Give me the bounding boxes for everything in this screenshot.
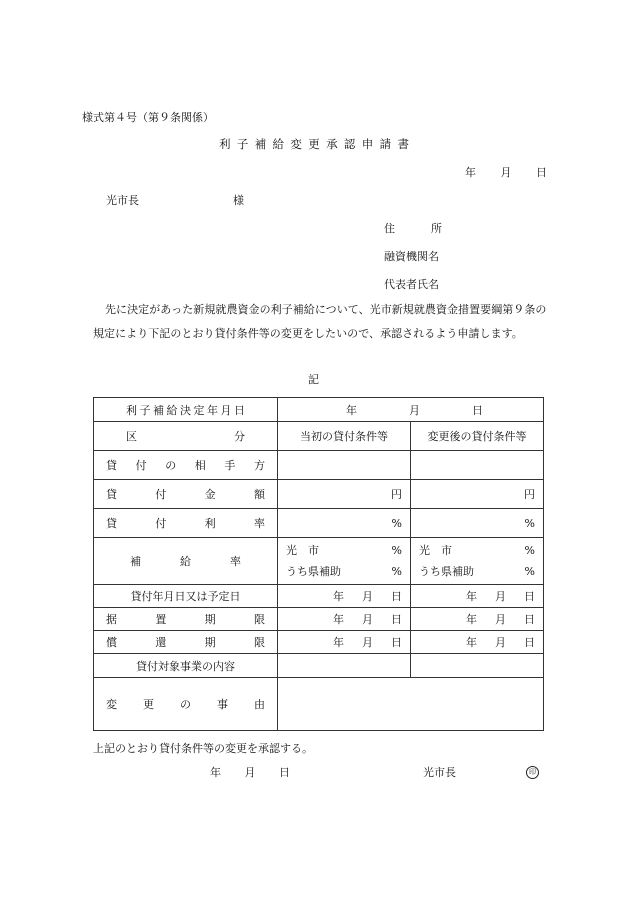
- table-row: [94, 678, 544, 731]
- table-row: [94, 480, 544, 509]
- grace-period-original[interactable]: 年 月 日: [278, 608, 411, 631]
- seal-icon: 印: [526, 766, 539, 779]
- loan-date-label: 貸付年月日又は予定日: [94, 585, 278, 608]
- original-header: 当初の貸付条件等: [278, 422, 411, 451]
- subsidy-rate-changed[interactable]: 光 市 % うち県補助 %: [411, 538, 544, 585]
- application-date: 年 月 日: [465, 166, 547, 179]
- loan-date-changed[interactable]: 年 月 日: [411, 585, 544, 608]
- table-row: [94, 631, 544, 654]
- seal-mark: [526, 764, 539, 779]
- loan-date-original[interactable]: 年 月 日: [278, 585, 411, 608]
- approval-signer: 光市長: [423, 766, 456, 779]
- table-row: [94, 608, 544, 631]
- table-row: [94, 451, 544, 480]
- rate-changed[interactable]: %: [411, 509, 544, 538]
- applicant-institution-label: 融資機関名: [384, 250, 439, 263]
- change-reason-label: 変 更 の 事 由: [94, 678, 278, 731]
- grace-period-changed[interactable]: 年 月 日: [411, 608, 544, 631]
- borrower-changed[interactable]: [411, 451, 544, 480]
- approval-text: 上記のとおり貸付条件等の変更を承認する。: [93, 742, 313, 755]
- document-title: 利 子 補 給 変 更 承 認 申 請 書: [219, 137, 409, 151]
- section-label: 区 分: [94, 422, 278, 451]
- addressee-name: 光市長: [106, 194, 139, 207]
- amount-original[interactable]: 円: [278, 480, 411, 509]
- table-row: [94, 538, 544, 585]
- loan-conditions-table: [93, 397, 544, 731]
- project-content-original[interactable]: [278, 654, 411, 678]
- ki-heading: 記: [308, 373, 319, 386]
- table-row: [94, 509, 544, 538]
- borrower-original[interactable]: [278, 451, 411, 480]
- body-text: 先に決定があった新規就農資金の利子補給について、光市新規就農資金措置要綱第９条の規定により下記のとおり貸付条件等の変更をしたいので、承認されるよう申請します。: [93, 303, 547, 340]
- addressee-honorific: 様: [233, 194, 244, 207]
- form-number: 様式第４号（第９条関係）: [82, 111, 214, 124]
- repayment-period-label: 償 還 期 限: [94, 631, 278, 654]
- repayment-period-changed[interactable]: 年 月 日: [411, 631, 544, 654]
- change-reason-value[interactable]: [278, 678, 544, 731]
- decision-date-label: 利 子 補 給 決 定 年 月 日: [94, 398, 278, 422]
- decision-date-value: 年 月 日: [278, 398, 544, 422]
- rate-label: 貸 付 利 率: [94, 509, 278, 538]
- table-row: [94, 654, 544, 678]
- rate-original[interactable]: %: [278, 509, 411, 538]
- amount-label: 貸 付 金 額: [94, 480, 278, 509]
- changed-header: 変更後の貸付条件等: [411, 422, 544, 451]
- borrower-label: 貸 付 の 相 手 方: [94, 451, 278, 480]
- table-row: [94, 398, 544, 422]
- repayment-period-original[interactable]: 年 月 日: [278, 631, 411, 654]
- project-content-label: 貸付対象事業の内容: [94, 654, 278, 678]
- applicant-address-label: 住 所: [384, 222, 442, 235]
- amount-changed[interactable]: 円: [411, 480, 544, 509]
- subsidy-rate-original[interactable]: 光 市 % うち県補助 %: [278, 538, 411, 585]
- subsidy-rate-label: 補 給 率: [94, 538, 278, 585]
- grace-period-label: 据 置 期 限: [94, 608, 278, 631]
- table-row: [94, 585, 544, 608]
- approval-date: 年 月 日: [210, 766, 290, 779]
- applicant-representative-label: 代表者氏名: [384, 278, 439, 291]
- table-row: [94, 422, 544, 451]
- project-content-changed[interactable]: [411, 654, 544, 678]
